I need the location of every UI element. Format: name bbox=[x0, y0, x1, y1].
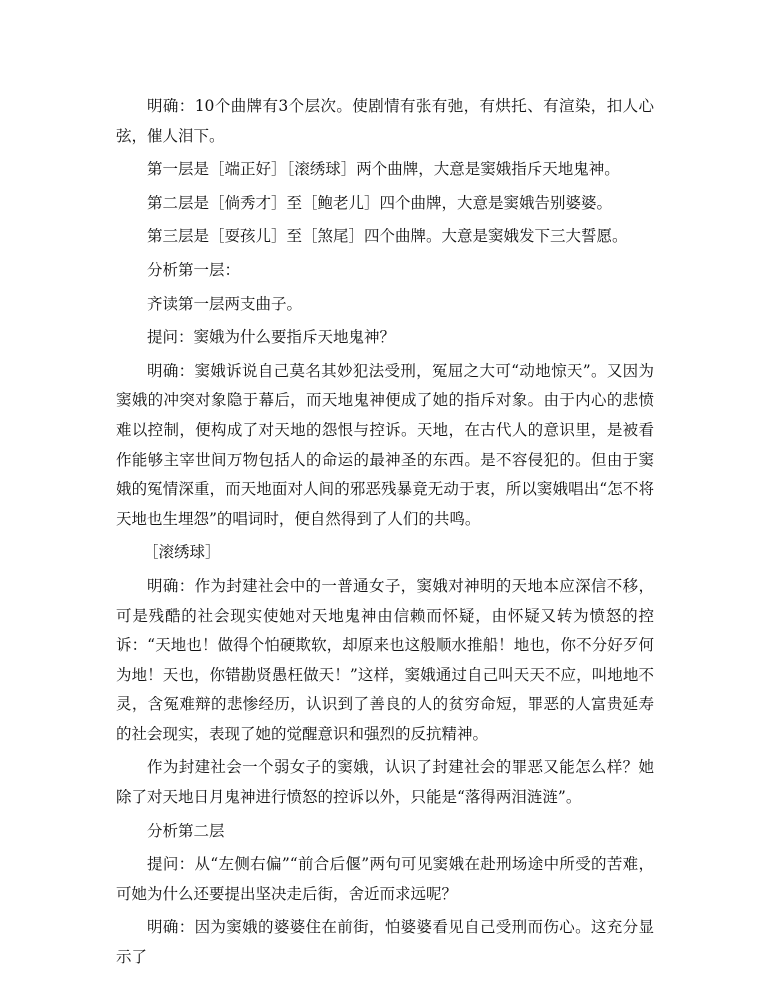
paragraph-answer-one: 明确：窦娥诉说自己莫名其妙犯法受刑，冤屈之大可“动地惊天”。又因为窦娥的冲突对象隐于幕后，而天地鬼神便成了她的指斥对象。由于内心的悲愤难以控制，便构成了对天地的怨恨与控诉。天地，在古代人的意识里，是被看作能够主宰世间万物包括人的命运的最神圣的东西。是不容侵犯的。但由于窦娥的冤情深重，而天地面对人间的邪恶残暴竟无动于衷，所以窦娥唱出“怎不将天地也生埋怨”的唱词时，便自然得到了人们的共鸣。 bbox=[116, 361, 654, 528]
document-body bbox=[116, 92, 654, 973]
paragraph-song-title: ［滚绣球］ bbox=[143, 543, 221, 562]
paragraph-answer-two: 明确：作为封建社会中的一普通女子，窦娥对神明的天地本应深信不移，可是残酷的社会现实使她对天地鬼神由信赖而怀疑，由怀疑又转为愤怒的控诉：“天地也！做得个怕硬欺软，却原来也这般顺水推船！地也，你不分好歹何为地！天也，你错勘贤愚枉做天！”这样，窦娥通过自己叫天天不应，叫地地不灵，含冤难辩的悲惨经历，认识到了善良的人的贫穷命短，罪恶的人富贵延寿的社会现实，表现了她的觉醒意识和强烈的反抗精神。 bbox=[116, 576, 654, 743]
paragraph-answer-structure: 明确：10个曲牌有3个层次。使剧情有张有弛，有烘托、有渲染，扣人心弦，催人泪下。 bbox=[116, 97, 654, 145]
paragraph-answer-three: 明确：因为窦娥的婆婆住在前街，怕婆婆看见自己受刑而伤心。这充分显示了 bbox=[116, 918, 654, 967]
paragraph-layer-two: 第二层是［倘秀才］至［鲍老儿］四个曲牌，大意是窦娥告别婆婆。 bbox=[147, 193, 613, 212]
paragraph-analysis-first-layer: 分析第一层： bbox=[147, 260, 241, 279]
paragraph-question-one: 提问：窦娥为什么要指斥天地鬼神？ bbox=[147, 328, 396, 347]
paragraph-layer-three: 第三层是［耍孩儿］至［煞尾］四个曲牌。大意是窦娥发下三大誓愿。 bbox=[147, 227, 628, 246]
paragraph-read-aloud: 齐读第一层两支曲子。 bbox=[147, 294, 303, 313]
paragraph-analysis-second-layer: 分析第二层 bbox=[147, 821, 225, 840]
paragraph-layer-one: 第一层是［端正好］［滚绣球］两个曲牌，大意是窦娥指斥天地鬼神。 bbox=[147, 160, 620, 179]
paragraph-reflection: 作为封建社会一个弱女子的窦娥，认识了封建社会的罪恶又能怎么样？她除了对天地日月鬼神进行愤怒的控诉以外，只能是“落得两泪涟涟”。 bbox=[116, 758, 654, 807]
paragraph-question-two: 提问：从“左侧右偏”“前合后偃”两句可见窦娥在赴刑场途中所受的苦难，可她为什么还要提出坚决走后街，舍近而求远呢？ bbox=[116, 855, 654, 903]
